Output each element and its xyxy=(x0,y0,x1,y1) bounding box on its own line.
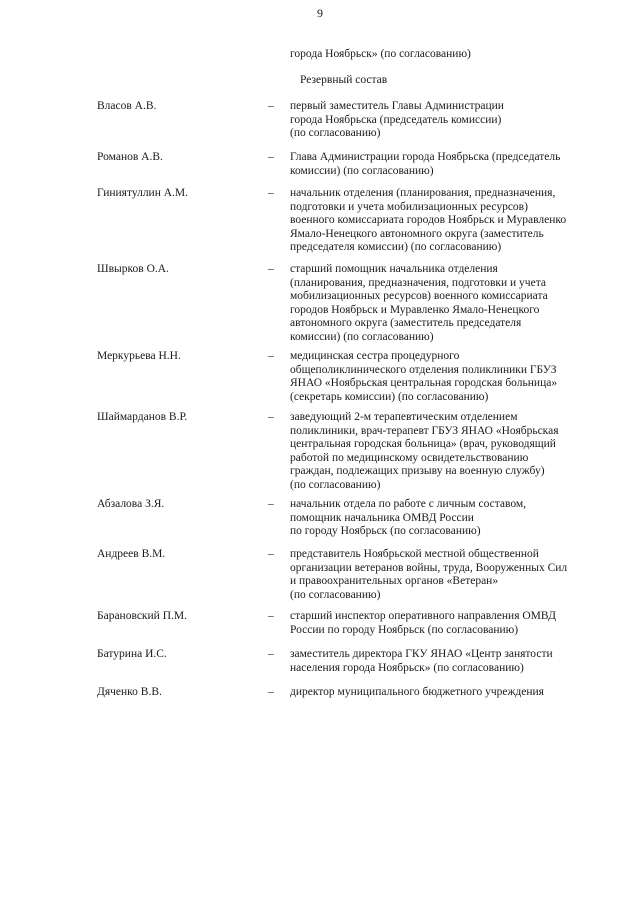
member-dash: – xyxy=(268,548,274,560)
member-position-line: представитель Ноябрьской местной общественной xyxy=(290,548,539,560)
member-position-line: поликлиники, врач-терапевт ГБУЗ ЯНАО «Ноябрьская xyxy=(290,424,559,437)
member-position-line: старший помощник начальника отделения xyxy=(290,263,498,275)
member-position-line: начальник отделения (планирования, предназначения, xyxy=(290,187,556,199)
member-position-line: (секретарь комиссии) (по согласованию) xyxy=(290,390,489,403)
member-position-line: Глава Администрации города Ноябрьска (председатель xyxy=(290,151,561,163)
member-position-line: заместитель директора ГКУ ЯНАО «Центр занятости xyxy=(290,648,553,660)
member-dash: – xyxy=(268,187,274,199)
member-position-line: подготовки и учета мобилизационных ресурсов) xyxy=(290,200,528,213)
member-dash: – xyxy=(268,686,274,698)
member-name: Шаймарданов В.Р. xyxy=(97,411,188,423)
member-name: Батурина И.С. xyxy=(97,648,167,660)
member-position-line: городов Ноябрьск и Муравленко Ямало-Ненецкого xyxy=(290,303,540,316)
member-position-line: работой по медицинскому освидетельствованию xyxy=(290,451,529,464)
member-position-line: (планирования, предназначения, подготовки и учета xyxy=(290,276,546,289)
member-position xyxy=(290,151,590,178)
member-position xyxy=(290,548,590,602)
member-dash: – xyxy=(268,610,274,622)
member-dash: – xyxy=(268,151,274,163)
member-position xyxy=(290,100,590,141)
member-position-line: старший инспектор оперативного направления ОМВД xyxy=(290,610,556,622)
member-position-line: мобилизационных ресурсов) военного комиссариата xyxy=(290,290,548,303)
member-position-line: граждан, подлежащих призыву на военную службу) xyxy=(290,465,545,478)
member-position xyxy=(290,350,590,404)
member-name: Абзалова З.Я. xyxy=(97,498,165,510)
section-title: Резервный состав xyxy=(300,74,388,86)
member-position-line: председателя комиссии) (по согласованию) xyxy=(290,241,502,254)
member-position-line: организации ветеранов войны, труда, Вооруженных Сил xyxy=(290,561,568,574)
member-position-line: заведующий 2-м терапевтическим отделением xyxy=(290,411,518,423)
member-position-line: России по городу Ноябрьск (по согласованию) xyxy=(290,623,519,636)
member-dash: – xyxy=(268,100,274,112)
member-name: Дяченко В.В. xyxy=(97,686,162,698)
member-dash: – xyxy=(268,498,274,510)
page-number: 9 xyxy=(317,6,323,20)
member-position-line: населения города Ноябрьск» (по согласованию) xyxy=(290,661,524,674)
member-position xyxy=(290,686,590,700)
member-position-line: центральная городская больница» (врач, руководящий xyxy=(290,438,556,451)
member-position xyxy=(290,263,590,345)
member-name: Власов А.В. xyxy=(97,100,157,112)
member-name: Андреев В.М. xyxy=(97,548,166,560)
member-dash: – xyxy=(268,648,274,660)
member-position-line: директор муниципального бюджетного учреждения xyxy=(290,686,544,698)
member-position xyxy=(290,187,590,255)
member-name: Швырков О.А. xyxy=(97,263,169,275)
member-position-line: Ямало-Ненецкого автономного округа (заместитель xyxy=(290,227,544,240)
member-name: Романов А.В. xyxy=(97,151,163,163)
member-position xyxy=(290,498,590,539)
member-position-line: (по согласованию) xyxy=(290,478,381,491)
member-dash: – xyxy=(268,411,274,423)
member-position-line: комиссии) (по согласованию) xyxy=(290,330,434,343)
member-position-line: первый заместитель Главы Администрации xyxy=(290,100,504,112)
member-position xyxy=(290,610,590,637)
member-name: Меркурьева Н.Н. xyxy=(97,350,181,362)
member-position-line: (по согласованию) xyxy=(290,588,381,601)
member-position-line: (по согласованию) xyxy=(290,127,381,140)
member-position-line: общеполиклинического отделения поликлиники ГБУЗ xyxy=(290,363,557,376)
continuation-line: города Ноябрьск» (по согласованию) xyxy=(290,48,471,60)
member-position-line: помощник начальника ОМВД России xyxy=(290,511,474,524)
member-name: Барановский П.М. xyxy=(97,610,187,622)
member-position-line: по городу Ноябрьск (по согласованию) xyxy=(290,525,481,538)
member-dash: – xyxy=(268,350,274,362)
member-position-line: медицинская сестра процедурного xyxy=(290,350,460,362)
member-position xyxy=(290,648,590,675)
member-position-line: ЯНАО «Ноябрьская центральная городская больница» xyxy=(290,377,558,390)
member-position-line: комиссии) (по согласованию) xyxy=(290,164,434,177)
member-position-line: города Ноябрьска (председатель комиссии) xyxy=(290,113,502,126)
member-position xyxy=(290,411,590,493)
member-position-line: военного комиссариата городов Ноябрьск и Муравленко xyxy=(290,214,567,227)
member-dash: – xyxy=(268,263,274,275)
member-position-line: начальник отдела по работе с личным составом, xyxy=(290,498,527,510)
member-position-line: и правоохранительных органов «Ветеран» xyxy=(290,575,499,588)
member-name: Гиниятуллин А.М. xyxy=(97,187,189,199)
member-position-line: автономного округа (заместитель председателя xyxy=(290,317,522,330)
